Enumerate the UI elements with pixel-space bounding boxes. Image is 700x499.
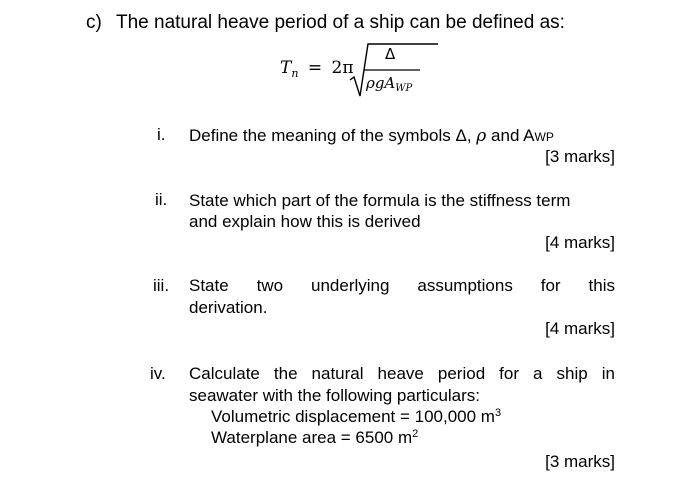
part-ii-line-1: State which part of the formula is the stiffness term xyxy=(189,191,571,210)
part-ii-number: ii. xyxy=(155,190,168,209)
part-i-and: and A xyxy=(491,126,535,145)
part-iv-word: a xyxy=(533,364,543,383)
part-iii-word: two xyxy=(256,276,284,295)
question-label: c) xyxy=(86,12,102,33)
question-heading-text: The natural heave period of a ship can be defined as: xyxy=(116,12,565,33)
formula-equals: = xyxy=(307,58,323,78)
part-iii-word: underlying xyxy=(311,276,390,295)
part-ii-marks: [4 marks] xyxy=(545,233,615,252)
part-iv-word: natural xyxy=(311,364,364,383)
formula-lhs xyxy=(280,58,354,80)
formula-numerator: Δ xyxy=(385,45,396,63)
part-iii-marks: [4 marks] xyxy=(545,319,615,338)
part-i-rho: ρ xyxy=(476,126,487,146)
part-i-marks: [3 marks] xyxy=(545,147,615,166)
part-iv-line-3 xyxy=(211,406,501,427)
formula-coefficient: 2π xyxy=(331,58,354,78)
part-iv-line-4 xyxy=(211,427,418,448)
part-iii-word: State xyxy=(189,276,229,295)
formula-lhs-subscript: n xyxy=(291,67,299,80)
part-iv-waterplane-text: Waterplane area = 6500 m xyxy=(211,428,413,447)
part-iv-line-2: seawater with the following particulars: xyxy=(189,386,481,405)
part-iii-line-2: derivation. xyxy=(189,298,268,317)
part-iv-word: heave xyxy=(377,364,424,383)
part-iv-word: in xyxy=(601,364,615,383)
formula-lhs-symbol: T xyxy=(280,58,292,78)
part-iii-word: for xyxy=(540,276,561,295)
part-iii-word: assumptions xyxy=(417,276,513,295)
part-iv-displacement-sup: 3 xyxy=(494,407,502,419)
part-iv-displacement-text: Volumetric displacement = 100,000 m xyxy=(211,407,495,426)
part-iv-waterplane-sup: 2 xyxy=(412,428,419,440)
part-iv-word: the xyxy=(273,364,298,383)
part-i-number: i. xyxy=(157,125,166,144)
heave-period-formula xyxy=(280,40,440,100)
part-i-text xyxy=(189,125,554,148)
part-iii-word: this xyxy=(588,276,615,295)
part-iii-line-1 xyxy=(189,276,615,296)
part-iv-word: ship xyxy=(556,364,588,383)
part-iv-number: iv. xyxy=(150,364,166,383)
part-i-text-prefix: Define the meaning of the symbols Δ, xyxy=(189,126,472,145)
part-ii-line-2: and explain how this is derived xyxy=(189,212,421,231)
part-iv-word: Calculate xyxy=(189,364,260,383)
part-i-sub: WP xyxy=(534,130,554,144)
part-iv-marks: [3 marks] xyxy=(545,452,615,471)
part-iv-word: for xyxy=(499,364,520,383)
part-iii-number: iii. xyxy=(153,276,170,295)
formula-denominator-subscript: WP xyxy=(395,83,413,94)
part-iv-word: period xyxy=(437,364,486,383)
part-iv-line-1 xyxy=(189,364,615,384)
formula-denominator-main: ρgA xyxy=(366,74,396,92)
formula-denominator xyxy=(366,74,412,94)
question-heading xyxy=(86,12,565,34)
